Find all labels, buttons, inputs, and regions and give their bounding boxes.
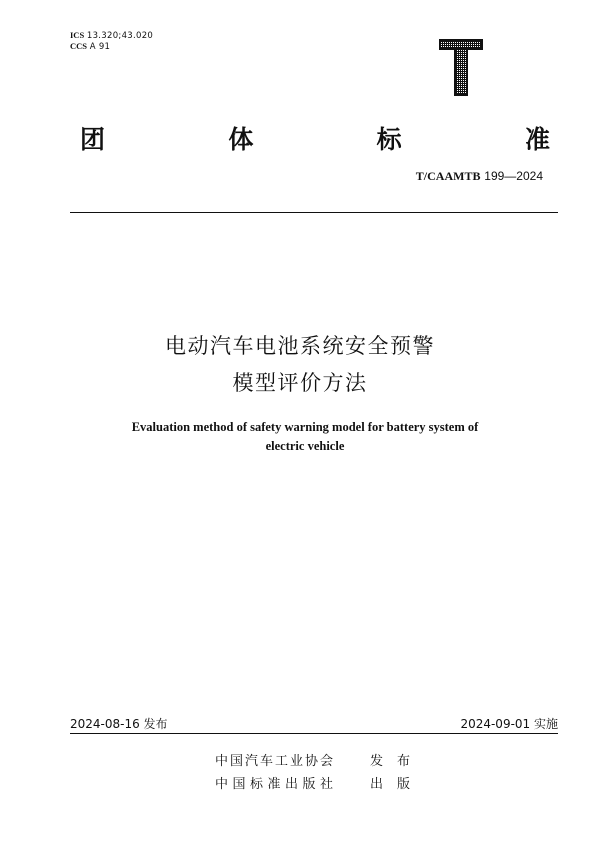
- standard-code: [416, 169, 543, 184]
- standard-type-char: 准: [524, 125, 550, 154]
- ccs-label: CCS: [70, 41, 88, 51]
- dates-row: [70, 715, 558, 732]
- top-divider: [70, 212, 558, 213]
- publish-date: 2024-08-16 发布: [70, 717, 168, 731]
- title-en-line-1: Evaluation method of safety warning model for battery system of: [131, 420, 479, 434]
- ics-code: 13.320;43.020: [86, 31, 154, 41]
- title-zh-line-2: 模型评价方法: [232, 371, 368, 395]
- standard-type-heading: [80, 120, 550, 156]
- standard-type-char: 团: [80, 125, 106, 154]
- issuer-action: 发布: [370, 754, 425, 769]
- t-logo-icon: [437, 38, 485, 98]
- title-zh-line-1: 电动汽车电池系统安全预警: [165, 334, 435, 358]
- ccs-code: A 91: [89, 42, 111, 52]
- bottom-divider: [70, 733, 558, 734]
- issuer-name: 中国标准出版社: [215, 777, 338, 792]
- standard-code-number: 199—2024: [484, 169, 543, 183]
- effective-date: 2024-09-01 实施: [460, 717, 558, 731]
- issuer-action: 出版: [370, 777, 425, 792]
- standard-type-char: 体: [228, 125, 254, 154]
- standard-code-org: T/CAAMTB: [415, 169, 481, 183]
- standard-type-char: 标: [376, 125, 402, 154]
- ccs-line: [70, 41, 153, 52]
- title-en: [80, 418, 530, 456]
- ics-line: [70, 30, 153, 41]
- title-en-line-2: electric vehicle: [265, 439, 345, 453]
- issuer-name: 中国汽车工业协会: [215, 754, 336, 769]
- ics-label: ICS: [70, 30, 85, 40]
- classification-codes: [70, 30, 153, 52]
